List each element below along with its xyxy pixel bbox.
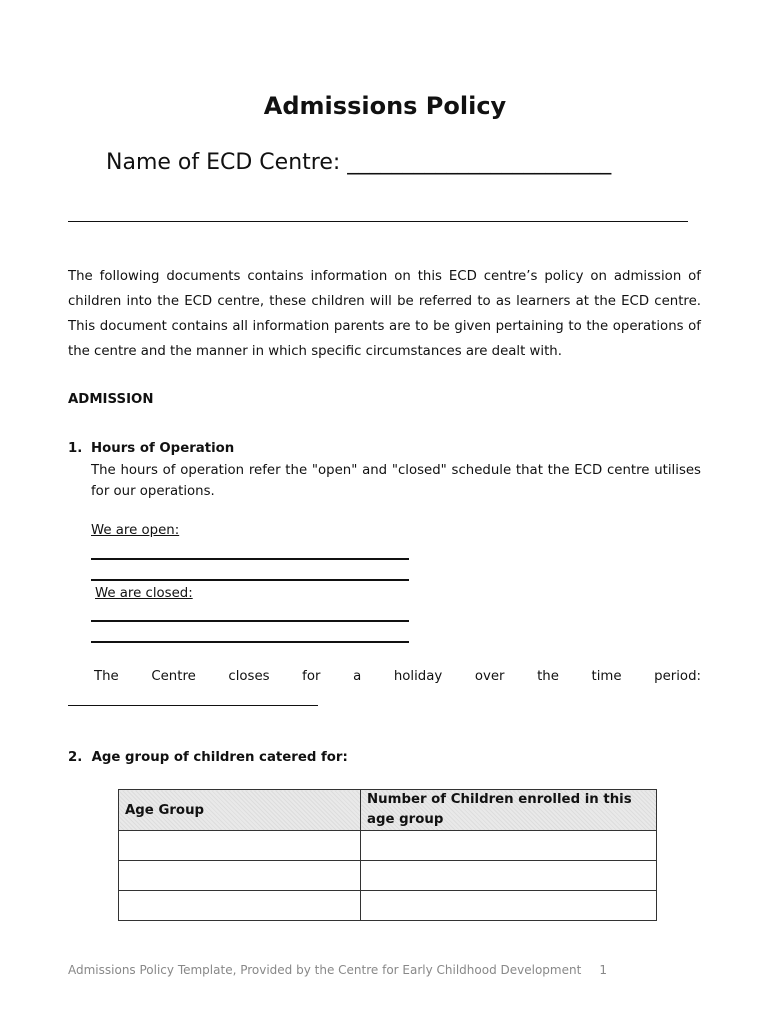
centre-name-field-label: Name of ECD Centre: ________________________ (106, 150, 612, 175)
section-1-heading (68, 441, 234, 456)
page-title: Admissions Policy (263, 92, 507, 120)
open-label: We are open: (91, 523, 180, 538)
table-header-row (119, 790, 657, 831)
open-blank-line-1 (91, 558, 409, 560)
footer-text: Admissions Policy Template, Provided by the Centre for Early Childhood Development (68, 963, 582, 977)
table-row (119, 861, 657, 891)
centre-name-blank-line (68, 221, 688, 222)
table-cell[interactable] (119, 861, 361, 891)
age-group-header: Age Group (119, 790, 361, 831)
section-2-number: 2. (68, 750, 83, 765)
admission-heading: ADMISSION (68, 392, 154, 407)
section-2-heading (68, 750, 348, 765)
section-1-title: Hours of Operation (91, 441, 235, 456)
closed-blank-line-1 (91, 620, 409, 622)
children-enrolled-header: Number of Children enrolled in this age group (361, 790, 657, 831)
table-cell[interactable] (119, 891, 361, 921)
table-cell[interactable] (119, 831, 361, 861)
intro-paragraph: The following documents contains information on this ECD centre’s policy on admission of children into the ECD centre, these children will be referred to as learners at the ECD centre. This document contains all information parents are to be given pertaining to the operations of the centre and the manner in which specific circumstances are dealt with. (68, 269, 701, 359)
page-footer (68, 963, 607, 977)
section-1-number: 1. (68, 441, 83, 456)
table-cell[interactable] (361, 861, 657, 891)
table-row (119, 891, 657, 921)
closed-label: We are closed: (95, 586, 193, 601)
table-cell[interactable] (361, 891, 657, 921)
page-number: 1 (599, 963, 607, 977)
table-row (119, 831, 657, 861)
age-group-table (118, 789, 657, 921)
holiday-period-text: The Centre closes for a holiday over the time period: (94, 669, 701, 684)
hours-description: The hours of operation refer the "open" and "closed" schedule that the ECD centre utilises for our operations. (91, 463, 701, 499)
closed-blank-line-2 (91, 641, 409, 643)
open-blank-line-2 (91, 579, 409, 581)
section-2-title: Age group of children catered for: (91, 750, 348, 765)
holiday-blank-line (68, 705, 318, 706)
table-cell[interactable] (361, 831, 657, 861)
